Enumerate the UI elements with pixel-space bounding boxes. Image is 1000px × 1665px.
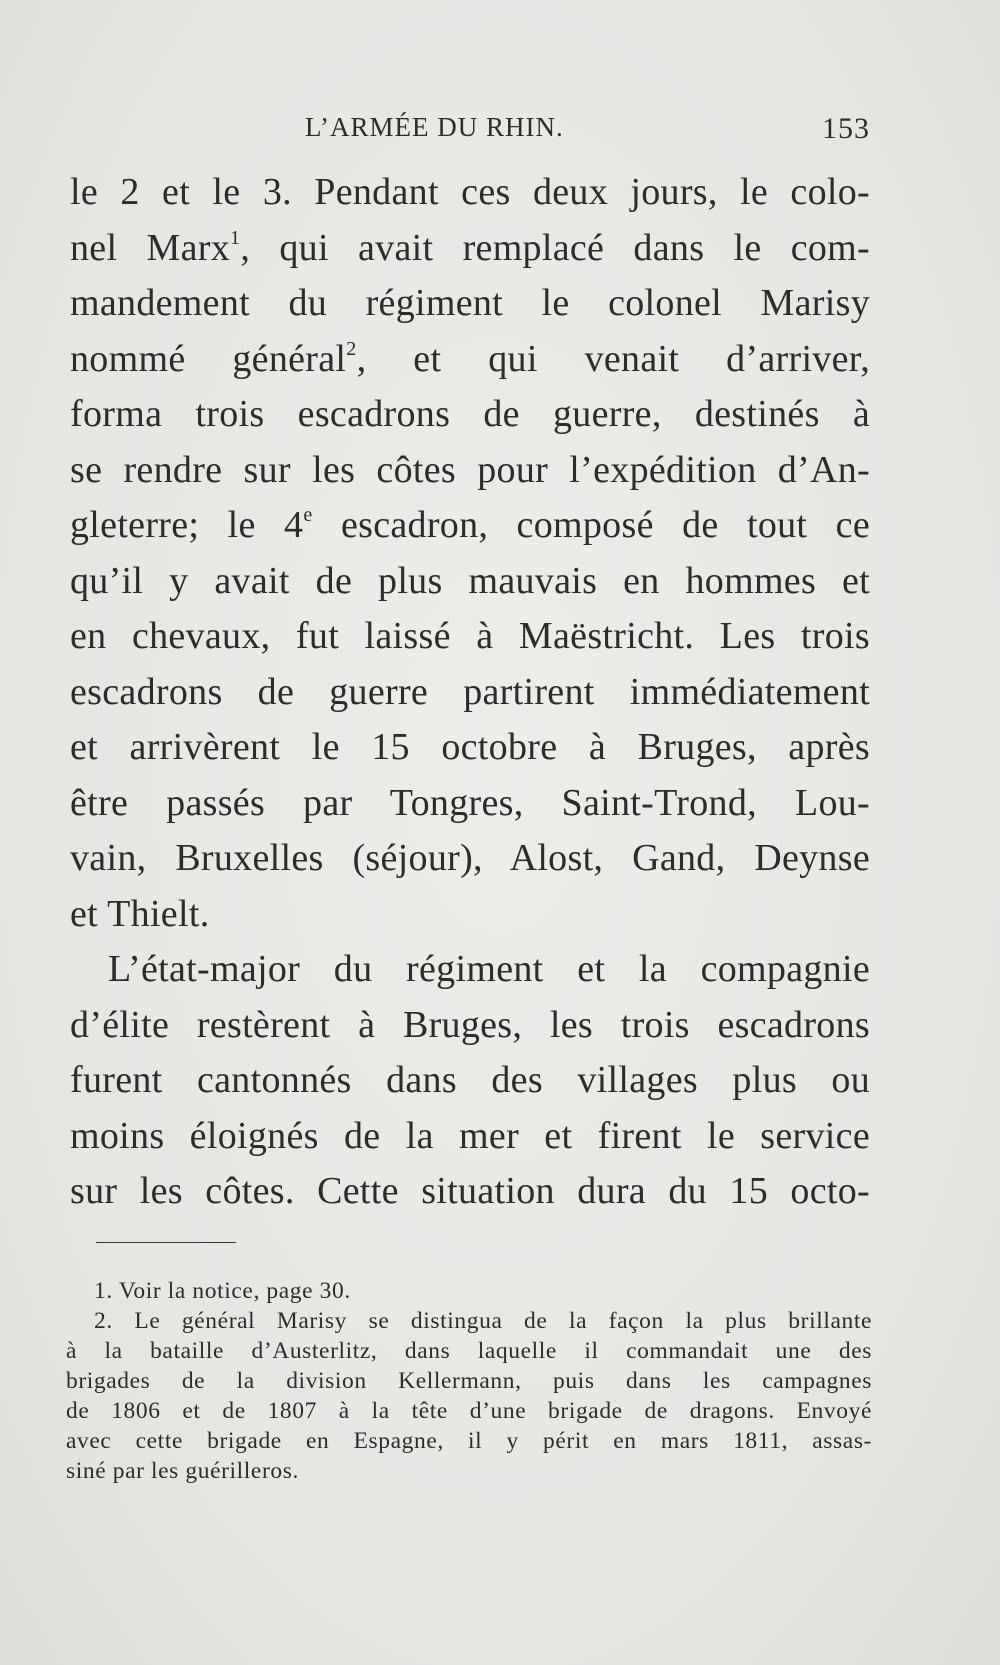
page-number: 153 [822,112,870,145]
footnote-ref-2: 2 [346,337,357,360]
text-fragment: gleterre; le 4 [70,504,304,546]
text-line [70,498,870,554]
text-line: forma trois escadrons de guerre, destinés à [70,393,870,435]
footnote-separator [96,1242,236,1243]
text-line: escadrons de guerre partirent immédiatement [70,670,870,713]
paragraph-2 [70,942,870,1220]
text-line: en chevaux, fut laissé à Maëstricht. Les trois [70,615,870,657]
footnote-line: siné par les guérilleros. [66,1458,299,1484]
footnote-line: à la bataille d’Austerlitz, dans laquelle il commandait une des [66,1338,872,1364]
text-line: furent cantonnés dans des villages plus ou [70,1059,870,1101]
body-text [70,165,870,1220]
running-title: L’ARMÉE DU RHIN. [305,112,564,142]
text-fragment: escadron, composé de tout ce [312,504,870,546]
text-line: et Thielt. [70,892,210,935]
footnote-line: 2. Le général Marisy se distingua de la façon la plus brillante [94,1308,872,1334]
footnote-line: brigades de la division Kellermann, puis dans les campagnes [66,1368,872,1394]
text-fragment: , qui avait remplacé dans le com- [240,226,870,269]
text-line: vain, Bruxelles (séjour), Alost, Gand, Deynse [70,837,870,879]
text-line: et arrivèrent le 15 octobre à Bruges, après [70,726,870,768]
text-line: mandement du régiment le colonel Marisy [70,282,870,324]
text-line: moins éloignés de la mer et firent le service [70,1114,870,1157]
footnote-ref-1: 1 [230,226,241,249]
footnote-line: de 1806 et de 1807 à la tête d’une brigade de dragons. Envoyé [66,1398,872,1424]
text-line: d’élite restèrent à Bruges, les trois escadrons [70,1003,870,1046]
text-line [70,221,870,277]
text-line: qu’il y avait de plus mauvais en hommes et [70,559,870,602]
text-fragment: , et qui venait d’arriver, [356,337,870,380]
text-line: sur les côtes. Cette situation dura du 15 octo- [70,1170,870,1212]
text-line [70,332,870,388]
paragraph-1 [70,165,870,942]
running-head [70,112,870,152]
text-line: se rendre sur les côtes pour l’expédition d’An- [70,448,870,491]
text-fragment: nommé général [70,337,347,380]
text-line: être passés par Tongres, Saint-Trond, Lou- [70,781,870,824]
text-line: le 2 et le 3. Pendant ces deux jours, le colo- [70,171,870,213]
text-fragment: nel Marx [70,226,231,269]
text-line: L’état-major du régiment et la compagnie [108,948,870,990]
footnote-2 [66,1306,872,1486]
footnote-line: avec cette brigade en Espagne, il y périt en mars 1811, assas- [66,1428,872,1454]
footnote-1: 1. Voir la notice, page 30. [94,1278,351,1304]
ordinal-superscript: e [303,504,313,526]
footnotes [66,1276,872,1486]
